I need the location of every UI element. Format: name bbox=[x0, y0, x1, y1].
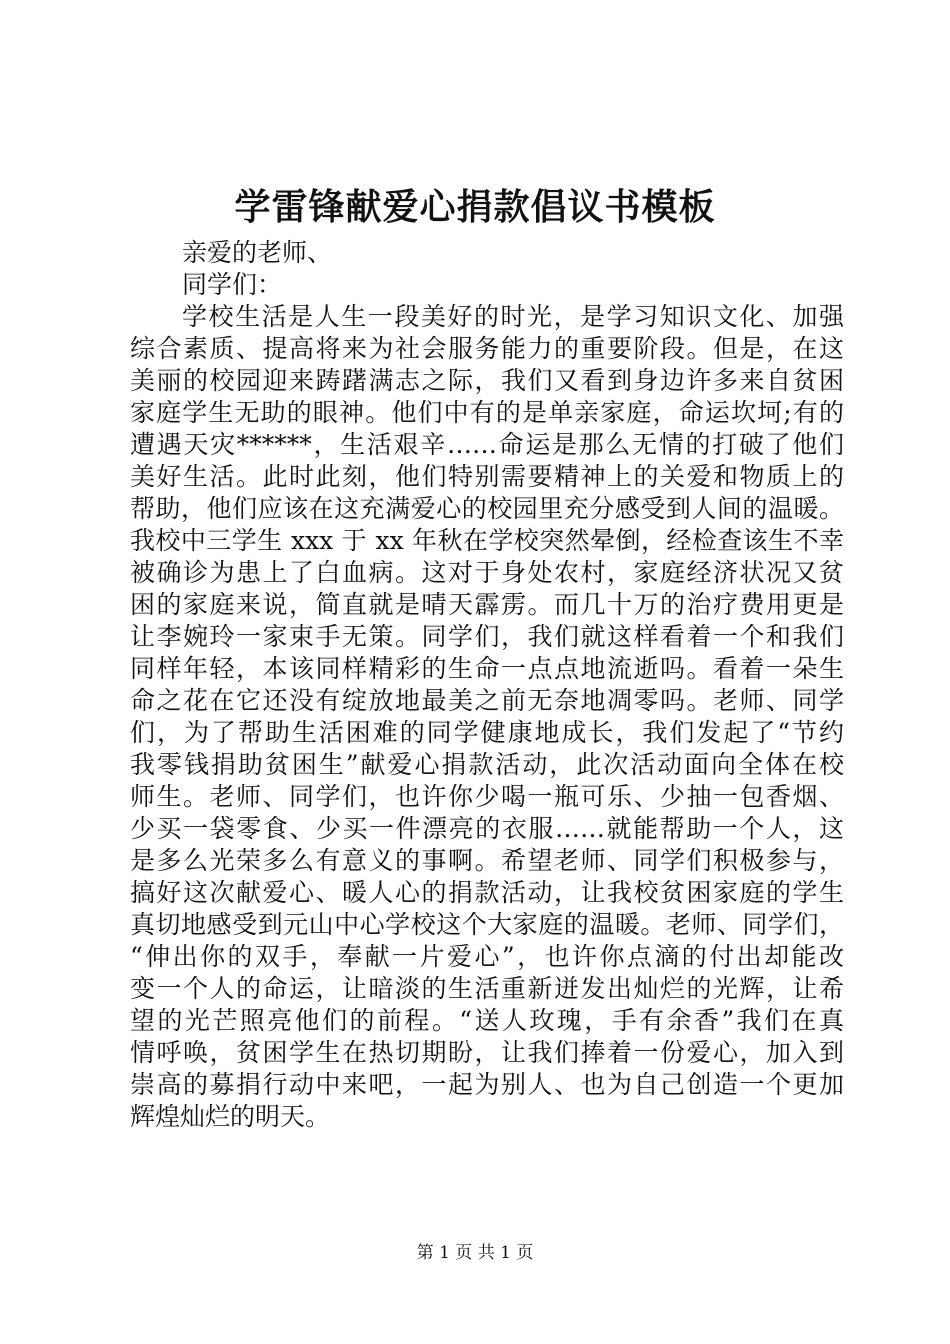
body-line: 综合素质、提高将来为社会服务能力的重要阶段。但是，在这 bbox=[130, 334, 844, 363]
body-line: 变一个人的命运，让暗淡的生活重新迸发出灿烂的光辉，让希 bbox=[130, 974, 844, 1003]
body-line: 被确诊为患上了白血病。这对于身处农村，家庭经济状况又贫 bbox=[130, 558, 844, 587]
body-line: 让李婉玲一家束手无策。同学们，我们就这样看着一个和我们 bbox=[130, 622, 844, 651]
body-line: 们，为了帮助生活困难的同学健康地成长，我们发起了“节约 bbox=[130, 718, 844, 747]
body-line: “伸出你的双手，奉献一片爱心”，也许你点滴的付出却能改 bbox=[130, 942, 844, 971]
body-line: 师生。老师、同学们，也许你少喝一瓶可乐、少抽一包香烟、 bbox=[130, 782, 844, 811]
body-line: 情呼唤，贫困学生在热切期盼，让我们捧着一份爱心，加入到 bbox=[130, 1038, 844, 1067]
body-line: 崇高的募捐行动中来吧，一起为别人、也为自己创造一个更加 bbox=[130, 1070, 844, 1099]
body-line: 同样年轻，本该同样精彩的生命一点点地流逝吗。看着一朵生 bbox=[130, 654, 844, 683]
body-line: 少买一袋零食、少买一件漂亮的衣服……就能帮助一个人，这 bbox=[130, 814, 844, 843]
body-line: 望的光芒照亮他们的前程。“送人玫瑰，手有余香”我们在真 bbox=[130, 1006, 844, 1035]
salutation-line: 亲爱的老师、 bbox=[182, 238, 333, 267]
body-line: 遭遇天灾******，生活艰辛……命运是那么无情的打破了他们 bbox=[130, 430, 844, 459]
salutation-line: 同学们： bbox=[182, 270, 283, 299]
body-line: 帮助，他们应该在这充满爱心的校园里充分感受到人间的温暖。 bbox=[130, 494, 844, 523]
body-line: 美丽的校园迎来踌躇满志之际，我们又看到身边许多来自贫困 bbox=[130, 366, 844, 395]
body-line: 我零钱捐助贫困生”献爱心捐款活动，此次活动面向全体在校 bbox=[130, 750, 844, 779]
body-line: 我校中三学生 xxx 于 xx 年秋在学校突然晕倒，经检查该生不幸 bbox=[130, 526, 844, 555]
page-footer: 第 1 页 共 1 页 bbox=[416, 1243, 534, 1263]
document-title: 学雷锋献爱心捐款倡议书模板 bbox=[234, 186, 716, 228]
body-line: 辉煌灿烂的明天。 bbox=[130, 1102, 331, 1131]
body-line: 命之花在它还没有绽放地最美之前无奈地凋零吗。老师、同学 bbox=[130, 686, 844, 715]
body-line: 搞好这次献爱心、暖人心的捐款活动，让我校贫困家庭的学生 bbox=[130, 878, 844, 907]
body-line: 学校生活是人生一段美好的时光，是学习知识文化、加强 bbox=[182, 302, 844, 331]
body-line: 家庭学生无助的眼神。他们中有的是单亲家庭，命运坎坷;有的 bbox=[130, 398, 844, 427]
body-line: 真切地感受到元山中心学校这个大家庭的温暖。老师、同学们， bbox=[130, 910, 844, 939]
body-line: 美好生活。此时此刻，他们特别需要精神上的关爱和物质上的 bbox=[130, 462, 844, 491]
body-line: 是多么光荣多么有意义的事啊。希望老师、同学们积极参与， bbox=[130, 846, 844, 875]
body-line: 困的家庭来说，简直就是晴天霹雳。而几十万的治疗费用更是 bbox=[130, 590, 844, 619]
